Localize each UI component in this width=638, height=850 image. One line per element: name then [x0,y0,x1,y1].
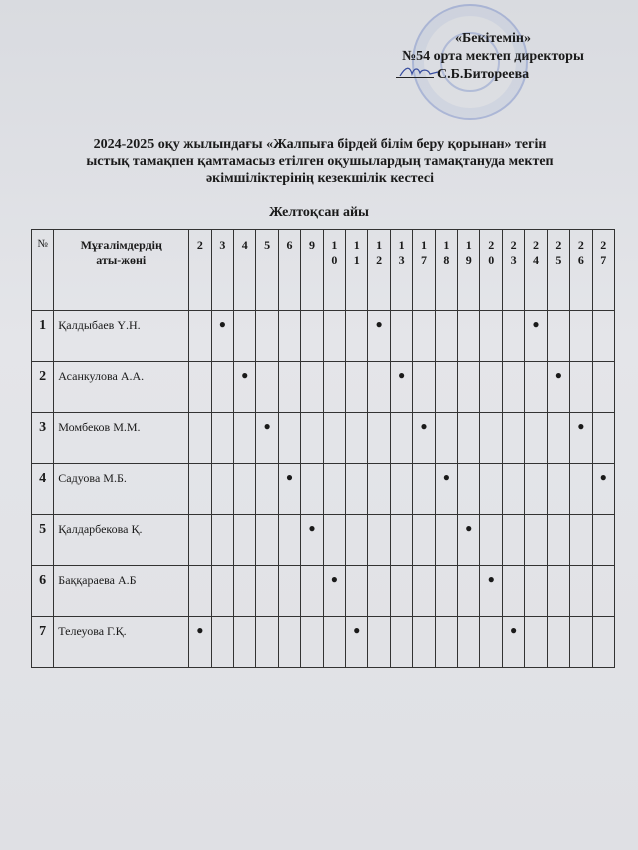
name-header-line: аты-жөні [96,253,147,267]
day-cell [256,362,278,413]
day-cell [346,362,368,413]
day-cell [323,464,345,515]
day-cell [301,311,323,362]
day-cell [346,413,368,464]
day-cell [547,464,569,515]
day-cell [390,464,412,515]
day-cell [234,566,256,617]
day-header: 2 0 [480,230,502,311]
day-header: 6 [278,230,300,311]
day-header: 2 [189,230,211,311]
day-cell [592,617,614,668]
approval-position: №54 орта мектеп директоры [402,49,584,64]
day-cell [502,464,524,515]
row-number: 2 [32,362,54,413]
day-header: 1 8 [435,230,457,311]
day-cell [256,464,278,515]
teacher-name: Асанкулова А.А. [54,362,189,413]
day-cell [256,311,278,362]
day-cell [234,617,256,668]
duty-mark: ● [189,617,211,668]
row-number: 6 [32,566,54,617]
day-cell [211,566,233,617]
day-cell [525,566,547,617]
day-cell [390,617,412,668]
day-cell [301,617,323,668]
day-cell [189,515,211,566]
day-cell [346,464,368,515]
title-line: әкімшіліктерінің кезекшілік кестесі [205,171,435,186]
title-line: 2024-2025 оқу жылындағы «Жалпыға бірдей білім беру қорынан» тегін [93,137,547,152]
day-header: 3 [211,230,233,311]
title-line: ыстық тамақпен қамтамасыз етілген оқушылардың тамақтануда мектеп [86,154,554,169]
day-cell [413,464,435,515]
day-cell [346,515,368,566]
day-cell [189,464,211,515]
day-cell [458,311,480,362]
day-cell [570,515,592,566]
duty-mark: ● [480,566,502,617]
day-cell [480,413,502,464]
day-cell [390,311,412,362]
day-cell [435,413,457,464]
day-header: 2 4 [525,230,547,311]
duty-mark: ● [256,413,278,464]
day-cell [592,413,614,464]
day-cell [234,515,256,566]
day-cell [413,515,435,566]
day-cell [480,362,502,413]
num-header: № [32,230,54,311]
day-cell [570,464,592,515]
day-cell [256,515,278,566]
day-header: 1 9 [458,230,480,311]
day-header: 1 1 [346,230,368,311]
day-header: 4 [234,230,256,311]
day-cell [413,566,435,617]
day-cell [502,413,524,464]
day-cell [390,566,412,617]
day-cell [413,362,435,413]
day-cell [368,413,390,464]
day-cell [301,413,323,464]
day-cell [368,515,390,566]
day-cell [323,362,345,413]
duty-mark: ● [592,464,614,515]
day-cell [435,617,457,668]
day-cell [570,566,592,617]
day-cell [211,413,233,464]
duty-mark: ● [525,311,547,362]
day-header: 1 0 [323,230,345,311]
day-cell [368,566,390,617]
teacher-name: Қалдыбаев Ү.Н. [54,311,189,362]
table-row [32,311,615,362]
header-row [32,230,615,311]
day-cell [435,515,457,566]
day-cell [323,617,345,668]
day-cell [368,464,390,515]
day-cell [435,362,457,413]
row-number: 4 [32,464,54,515]
duty-mark: ● [413,413,435,464]
duty-schedule-table [31,229,615,668]
table-row [32,413,615,464]
day-header: 2 3 [502,230,524,311]
name-header [54,230,189,311]
day-cell [234,413,256,464]
day-cell [368,617,390,668]
duty-mark: ● [435,464,457,515]
table-row [32,464,615,515]
day-cell [458,566,480,617]
duty-mark: ● [346,617,368,668]
day-header: 2 5 [547,230,569,311]
day-header: 1 2 [368,230,390,311]
day-cell [211,362,233,413]
document-title [40,136,600,187]
day-cell [323,413,345,464]
day-cell [480,464,502,515]
duty-mark: ● [234,362,256,413]
day-cell [323,311,345,362]
day-cell [525,617,547,668]
duty-mark: ● [211,311,233,362]
day-cell [547,515,569,566]
day-cell [390,413,412,464]
day-cell [301,362,323,413]
day-cell [458,362,480,413]
day-cell [547,566,569,617]
day-cell [211,515,233,566]
duty-mark: ● [570,413,592,464]
day-cell [525,464,547,515]
day-cell [346,311,368,362]
day-cell [323,515,345,566]
duty-mark: ● [502,617,524,668]
day-cell [502,311,524,362]
duty-mark: ● [368,311,390,362]
day-cell [301,464,323,515]
table-row [32,362,615,413]
day-cell [278,362,300,413]
approval-signature-line [378,66,608,84]
day-cell [592,566,614,617]
day-cell [592,515,614,566]
approval-block [378,30,608,84]
teacher-name: Баққараева А.Б [54,566,189,617]
day-cell [278,413,300,464]
row-number: 5 [32,515,54,566]
day-header: 2 6 [570,230,592,311]
duty-mark: ● [323,566,345,617]
day-cell [234,464,256,515]
teacher-name: Момбеков М.М. [54,413,189,464]
day-cell [458,617,480,668]
table-body [32,311,615,668]
day-cell [570,311,592,362]
day-cell [458,413,480,464]
day-cell [413,617,435,668]
day-cell [346,566,368,617]
day-cell [592,311,614,362]
day-cell [547,413,569,464]
row-number: 3 [32,413,54,464]
day-cell [278,515,300,566]
day-cell [189,413,211,464]
day-cell [256,617,278,668]
row-number: 1 [32,311,54,362]
duty-mark: ● [547,362,569,413]
day-cell [592,362,614,413]
day-header: 1 7 [413,230,435,311]
day-cell [435,311,457,362]
day-header: 5 [256,230,278,311]
name-header-line: Мұғалімдердің [80,238,162,252]
day-cell [278,566,300,617]
day-cell [570,362,592,413]
day-cell [390,515,412,566]
day-cell [502,515,524,566]
day-cell [189,566,211,617]
day-cell [480,515,502,566]
day-cell [480,311,502,362]
duty-mark: ● [458,515,480,566]
day-header: 1 3 [390,230,412,311]
day-cell [547,311,569,362]
day-cell [234,311,256,362]
day-cell [502,362,524,413]
day-cell [435,566,457,617]
day-cell [480,617,502,668]
director-name: С.Б.Битореева [437,67,530,82]
duty-mark: ● [301,515,323,566]
approval-heading: «Бекітемін» [454,31,531,46]
day-header: 2 7 [592,230,614,311]
teacher-name: Телеуова Г.Қ. [54,617,189,668]
duty-mark: ● [390,362,412,413]
duty-mark: ● [278,464,300,515]
day-cell [502,566,524,617]
teacher-name: Қалдарбекова Қ. [54,515,189,566]
day-cell [458,464,480,515]
day-cell [413,311,435,362]
day-cell [525,515,547,566]
day-cell [256,566,278,617]
month-label: Желтоқсан айы [269,205,369,220]
table-row [32,515,615,566]
day-cell [301,566,323,617]
day-cell [570,617,592,668]
day-cell [368,362,390,413]
day-cell [547,617,569,668]
day-cell [525,362,547,413]
row-number: 7 [32,617,54,668]
day-cell [189,362,211,413]
day-cell [211,464,233,515]
day-cell [525,413,547,464]
day-cell [189,311,211,362]
table-row [32,566,615,617]
day-cell [211,617,233,668]
day-cell [278,311,300,362]
teacher-name: Садуова М.Б. [54,464,189,515]
table-row [32,617,615,668]
day-cell [278,617,300,668]
day-header: 9 [301,230,323,311]
